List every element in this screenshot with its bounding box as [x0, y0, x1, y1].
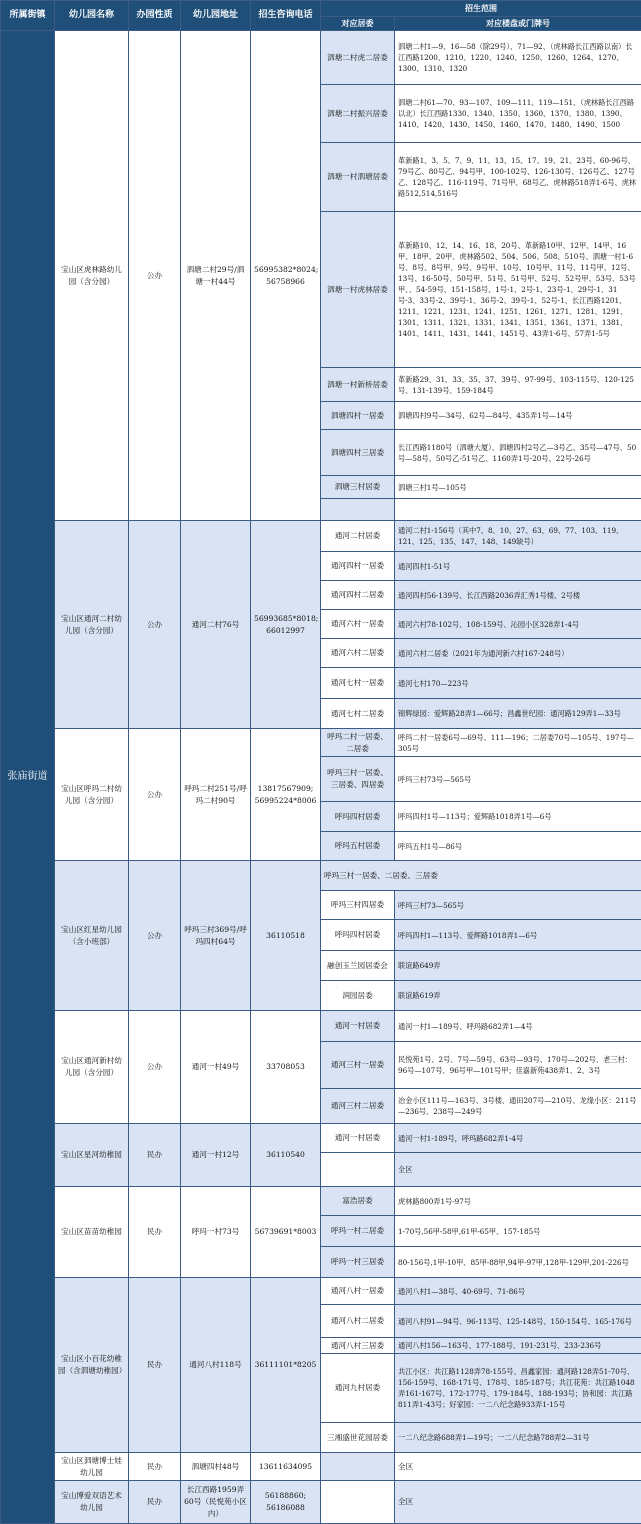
- school-nature: 民办: [129, 1124, 181, 1187]
- header-committee: 对应居委: [321, 17, 395, 31]
- committee-cell: 通河一村居委: [321, 1011, 395, 1042]
- header-buildings: 对应楼盘或门牌号: [395, 17, 641, 31]
- buildings-cell: 泗塘四村9号—34号、62号—84号、435弄1号—14号: [395, 402, 641, 430]
- buildings-cell: 冶金小区111号—163号、3号楼、通田207号—210号、龙缘小区：211号—236号、238号—249号: [395, 1089, 641, 1124]
- buildings-cell: 联谊路649弄: [395, 951, 641, 981]
- committee-cell: 融创玉兰园居委会: [321, 951, 395, 981]
- committee-cell: 三湘盛世花园居委: [321, 1423, 395, 1453]
- school-phone: 56995382*8024; 56758966: [251, 31, 321, 521]
- table-row: [1, 1278, 641, 1305]
- table-row: [1, 729, 641, 757]
- committee-cell: 通河四村一居委: [321, 552, 395, 581]
- school-phone: 56993685*8018; 66012997: [251, 521, 321, 729]
- buildings-cell: 呼玛三村73—565号: [395, 891, 641, 920]
- buildings-cell: 革新路10、12、14、16、18、20号、革新路10甲、12甲、14甲、16甲、18甲、20甲、虎林路502、504、506、508、510号、泗塘一村1-6号、8号、8号甲、9号、9号甲、10号、10号甲、11号、11号甲、12号、13号、16-50号、50号甲、51号、51号甲、52号、52号甲、53号、53号甲、、54-59号、151-158号、1号-1、2号-1、23号-1、29号-1、31号-3、33号-2、39号-1、36号-2、39号-1、52号-1、长江西路1201、1211、1221、1231、1241、1251、1261、1271、1281、1291、1301、1311、1321、1331、1341、1351、1361、1371、1381、1401、1411、1431、1441、1451号、43弄1-6号、57弄1-5号: [395, 212, 641, 368]
- committee-cell: 通河七村一居委: [321, 668, 395, 699]
- buildings-cell: 通河八村1—38号、40-69号、71-86号: [395, 1278, 641, 1305]
- committee-cell: 泗塘二村虎二居委: [321, 31, 395, 85]
- committee-cell: 呼玛五村居委: [321, 832, 395, 861]
- school-phone: 13611634095: [251, 1453, 321, 1481]
- committee-cell: [321, 1153, 395, 1187]
- table-row: [1, 521, 641, 552]
- committee-cell: 通河六村二居委: [321, 639, 395, 668]
- buildings-cell: 革新路1、3、5、7、9、11、13、15、17、19、21、23号、60-96号、79号乙、80号乙、94号甲、100-102号、126-130号、126号乙、127号乙、128号乙、116-119号、71号甲、68号乙、虎林路518弄1-6号、虎林路512,514,516号: [395, 143, 641, 212]
- committee-cell: 泗塘四村一居委: [321, 402, 395, 430]
- committee-cell: 呼玛三村四居委: [321, 891, 395, 920]
- committee-cell: 通河一村居委: [321, 1124, 395, 1153]
- buildings-cell: 通河一村1-189号，呼玛路682弄1-4号: [395, 1124, 641, 1153]
- school-address: 通河一村12号: [181, 1124, 251, 1187]
- buildings-cell: 联谊路619弄: [395, 981, 641, 1011]
- buildings-cell: 虎林路800弄1号-97号: [395, 1187, 641, 1216]
- buildings-cell: 泗塘二村1—9、16—58（除29号）、71—92、（虎林路长江西路以南）长江西路1200、1210、1220、1240、1250、1260、1264、1270、1300、1310、1320: [395, 31, 641, 85]
- buildings-cell: 全区: [395, 1453, 641, 1481]
- committee-cell: 泗塘一村新桥居委: [321, 368, 395, 402]
- table-row: [1, 31, 641, 85]
- buildings-cell: 呼玛四村1号—113号；爱辉路1018弄1号—6号: [395, 802, 641, 832]
- buildings-cell: 通河四村1-51号: [395, 552, 641, 581]
- school-phone: 56188860; 56186088: [251, 1481, 321, 1524]
- header-street: 所属街镇: [1, 1, 55, 31]
- committee-cell: 泗塘三村居委: [321, 476, 395, 499]
- kindergarten-name: 宝山区苗苗幼稚园: [55, 1187, 129, 1278]
- committee-cell: 泗塘一村虎林居委: [321, 212, 395, 368]
- committee-cell: 泗塘二村振兴居委: [321, 85, 395, 143]
- header-kindergarten-name: 幼儿园名称: [55, 1, 129, 31]
- table-row: [1, 1187, 641, 1216]
- school-nature: 公办: [129, 521, 181, 729]
- committee-cell: 呼玛三村一居委、三居委、四居委: [321, 757, 395, 802]
- committee-cell: 通河六村一居委: [321, 610, 395, 639]
- header-nature: 办园性质: [129, 1, 181, 31]
- school-address: 通河一村49号: [181, 1011, 251, 1124]
- buildings-cell: 锦辉绿园：爱辉路28弄1—66号；昌鑫世纪园：通河路129弄1—33号: [395, 699, 641, 729]
- school-nature: 民办: [129, 1278, 181, 1453]
- kindergarten-name: 宝山区通河二村幼儿园（含分园）: [55, 521, 129, 729]
- school-nature: 民办: [129, 1453, 181, 1481]
- school-address: 长江西路1959弄60号（民悦苑小区内）: [181, 1481, 251, 1524]
- kindergarten-name: 宝山区通河新村幼儿园（含分园）: [55, 1011, 129, 1124]
- buildings-cell: 通河二村1-156号（其中7、8、10、27、63、69、77、103、119、121、125、135、147、148、149缺号）: [395, 521, 641, 552]
- buildings-cell: 通河四村56-139号、长江西路2036弄汇秀1号楼、2号楼: [395, 581, 641, 610]
- school-nature: 公办: [129, 729, 181, 861]
- buildings-cell: 泗塘三村1号—105号: [395, 476, 641, 499]
- buildings-cell: 80-156号,1甲-10甲、85甲-88甲,94甲-97甲,128甲-129甲,201-226号: [395, 1247, 641, 1278]
- committee-cell: 通河八村三居委: [321, 1338, 395, 1354]
- committee-cell: 富浩居委: [321, 1187, 395, 1216]
- buildings-cell: 泗塘二村61—70、93—107、109—111、119—151、（虎林路长江西路以北）长江西路1330、1340、1350、1360、1370、1380、1390、1410、1420、1430、1450、1460、1470、1480、1490、1500: [395, 85, 641, 143]
- table-row: [1, 1011, 641, 1042]
- buildings-cell: 通河一村1—189号、呼玛路682弄1—4号: [395, 1011, 641, 1042]
- committee-cell: 呼玛二村一居委、二居委: [321, 729, 395, 757]
- buildings-cell: 通河六村78-102号、108-159号、沁园小区328弄1-4号: [395, 610, 641, 639]
- buildings-cell: [395, 499, 641, 521]
- school-phone: 36110518: [251, 861, 321, 1011]
- buildings-cell: 呼玛二村一居委6号—69号、111—196；二居委70号—105号、197号—305号: [395, 729, 641, 757]
- buildings-cell: 呼玛五村1号—86号: [395, 832, 641, 861]
- school-nature: 公办: [129, 861, 181, 1011]
- committee-cell: 呼玛一村三居委: [321, 1247, 395, 1278]
- buildings-cell: 通河七村170—223号: [395, 668, 641, 699]
- school-address: 通河二村76号: [181, 521, 251, 729]
- school-address: 通河八村118号: [181, 1278, 251, 1453]
- kindergarten-name: 宝山区星河幼稚园: [55, 1124, 129, 1187]
- school-address: 呼玛一村73号: [181, 1187, 251, 1278]
- kindergarten-name: 宝山区红星幼儿园（含小班部）: [55, 861, 129, 1011]
- school-phone: 13817567909; 56995224*8006: [251, 729, 321, 861]
- buildings-cell: 全区: [395, 1481, 641, 1524]
- kindergarten-name: 宝山区呼玛二村幼儿园（含分园）: [55, 729, 129, 861]
- committee-cell: 泗塘四村三居委: [321, 430, 395, 476]
- school-nature: 民办: [129, 1187, 181, 1278]
- school-phone: 56739691*8003: [251, 1187, 321, 1278]
- committee-cell: 呼玛四村居委: [321, 802, 395, 832]
- table-row: [1, 861, 641, 891]
- header-scope: 招生范围: [321, 1, 641, 17]
- committee-cell: 呼玛一村二居委: [321, 1216, 395, 1247]
- buildings-cell: 一二八纪念路688弄1—19号；一二八纪念路788弄2—31号: [395, 1423, 641, 1453]
- committee-cell: 泗塘一村泗塘居委: [321, 143, 395, 212]
- buildings-cell: 呼玛三村73号—565号: [395, 757, 641, 802]
- buildings-cell: 通河八村91—94号、96-113号、125-148号、150-154号、165-176号: [395, 1305, 641, 1338]
- table-row: [1, 1481, 641, 1524]
- buildings-cell: 民悦苑1号、2号、7号—59号、63号—93号、170号—202号、老三村：96号—107号、96号甲—101号甲；佳嘉新苑438弄1、2、3号: [395, 1042, 641, 1089]
- school-phone: 36110540: [251, 1124, 321, 1187]
- committee-cell: 通河四村二居委: [321, 581, 395, 610]
- kindergarten-name: 宝山区泗塘博士娃幼儿园: [55, 1453, 129, 1481]
- buildings-cell: 长江西路1180号（泗塘大厦）、泗塘四村2号乙—3号乙、35号—47号、50号—58号、50号乙-51号乙、1160弄1号-20号、22号-26号: [395, 430, 641, 476]
- school-address: 泗塘四村48号: [181, 1453, 251, 1481]
- buildings-cell: 革新路29、31、33、35、37、39号、97-99号、103-115号、120-125号、131-139号、159-184号: [395, 368, 641, 402]
- table-row: [1, 1124, 641, 1153]
- committee-cell: 通河八村一居委: [321, 1278, 395, 1305]
- kindergarten-name: 宝山区小百花幼稚园（含泗塘幼稚园）: [55, 1278, 129, 1453]
- school-nature: 公办: [129, 1011, 181, 1124]
- header-phone: 招生咨询电话: [251, 1, 321, 31]
- school-phone: 33708053: [251, 1011, 321, 1124]
- committee-cell: [321, 499, 395, 521]
- committee-cell: 呼玛四村居委: [321, 920, 395, 951]
- school-nature: 公办: [129, 31, 181, 521]
- school-address: 泗塘二村29号/泗塘一村44号: [181, 31, 251, 521]
- header-address: 幼儿园地址: [181, 1, 251, 31]
- school-phone: 36111101*8205: [251, 1278, 321, 1453]
- committee-cell: 通河三村一居委: [321, 1042, 395, 1089]
- buildings-cell: 呼玛四村1—113号、爱辉路1018弄1—6号: [395, 920, 641, 951]
- committee-cell: 通河九村居委: [321, 1354, 395, 1423]
- school-address: 呼玛二村251号/呼玛二村90号: [181, 729, 251, 861]
- kindergarten-name: 宝山区虎林路幼儿园（含分园）: [55, 31, 129, 521]
- committee-cell: 通河八村二居委: [321, 1305, 395, 1338]
- committee-cell: 呼玛三村一居委、二居委、三居委: [321, 861, 641, 891]
- school-nature: 民办: [129, 1481, 181, 1524]
- committee-cell: 通河二村居委: [321, 521, 395, 552]
- buildings-cell: 全区: [395, 1153, 641, 1187]
- table-row: [1, 1453, 641, 1481]
- committee-cell: 通河三村二居委: [321, 1089, 395, 1124]
- buildings-cell: 共江小区：共江路1128弄78-155号、昌鑫家园：通河路128弄51-70号、156-159号、168-171号、178号、185-187号；共江花苑：共江路1048弄161-167号、172-177号、179-184号、188-193号；协和园：共江路811弄1-43号；好家园：一二八纪念路933弄1-15号: [395, 1354, 641, 1423]
- kindergarten-name: 宝山博爱双语艺术幼儿园: [55, 1481, 129, 1524]
- committee-cell: [321, 1453, 395, 1481]
- school-address: 呼玛三村369号/呼玛四村64号: [181, 861, 251, 1011]
- committee-cell: 润园居委: [321, 981, 395, 1011]
- committee-cell: [321, 1481, 395, 1524]
- street-cell: 张庙街道: [1, 31, 55, 1524]
- buildings-cell: 通河八村156—163号、177-188号、191-231号、233-236号: [395, 1338, 641, 1354]
- buildings-cell: 通河六村二居委（2021年为通河新六村167-248号）: [395, 639, 641, 668]
- committee-cell: 通河七村二居委: [321, 699, 395, 729]
- buildings-cell: 1-70号,56甲-58甲,61甲-65甲、157-185号: [395, 1216, 641, 1247]
